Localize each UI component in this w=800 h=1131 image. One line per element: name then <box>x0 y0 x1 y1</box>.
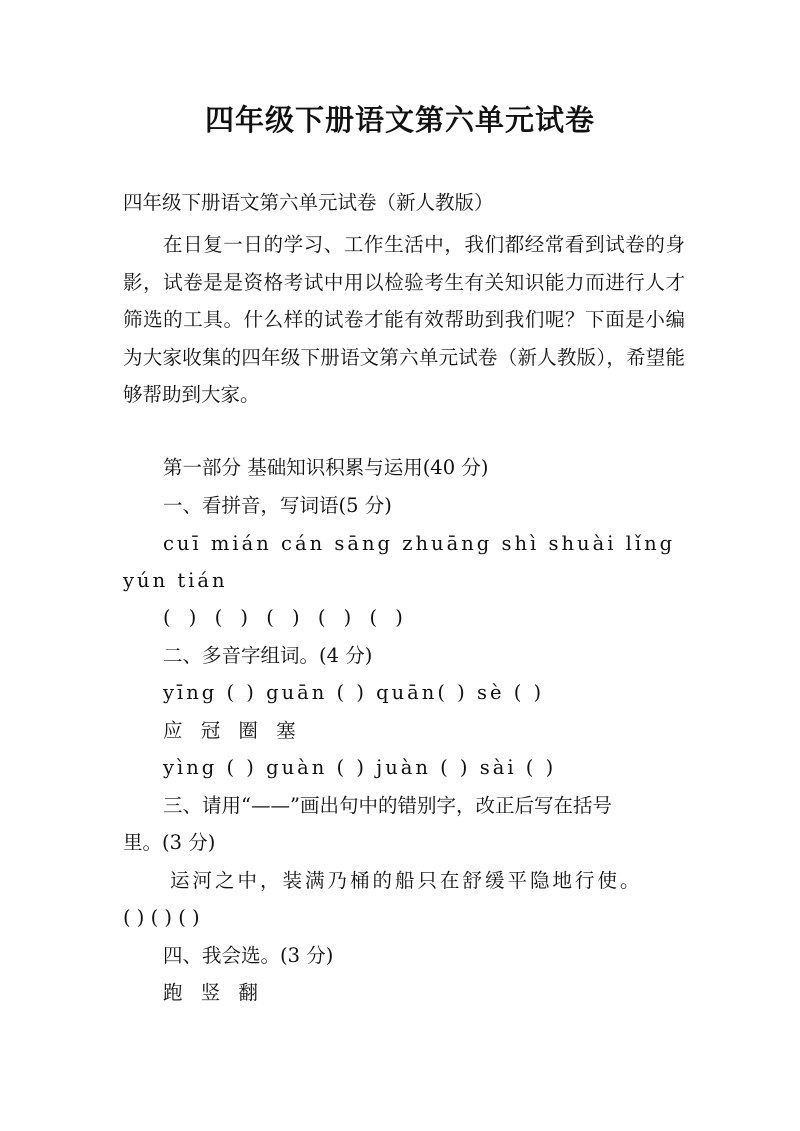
question4-characters: 跑 竖 翻 <box>163 981 264 1004</box>
intro-paragraph: 在日复一日的学习、工作生活中，我们都经常看到试卷的身影，试卷是是资格考试中用以检验考生有关知识能力而进行人才筛选的工具。什么样的试卷才能有效帮助到我们呢？下面是小编为大家收集的四年级下册语文第六单元试卷（新人教版），希望能够帮助到大家。 <box>123 233 685 406</box>
question3-heading-line2: 里。(3 分) <box>123 831 216 854</box>
question1-blanks: ( ) ( ) ( ) ( ) ( ) <box>163 606 409 629</box>
question2-pinyin-row2: yìng ( ) guàn ( ) juàn ( ) sài ( ) <box>163 756 557 779</box>
document-subtitle: 四年级下册语文第六单元试卷（新人教版） <box>123 191 494 214</box>
question2-characters: 应 冠 圈 塞 <box>163 719 302 742</box>
part1-heading: 第一部分 基础知识积累与运用(40 分) <box>163 456 489 479</box>
question2-pinyin-row1: yīng ( ) guān ( ) quān( ) sè ( ) <box>163 681 545 704</box>
question1-pinyin-line1: cuī mián cán sāng zhuāng shì shuài lǐng <box>163 532 676 555</box>
question3-sentence: 运河之中，装满乃桶的船只在舒缓平隐地行使。 <box>170 869 643 892</box>
question2-heading: 二、多音字组词。(4 分) <box>163 644 373 667</box>
question1-heading: 一、看拼音，写词语(5 分) <box>163 494 392 517</box>
question3-blanks: ( ) ( ) ( ) <box>123 906 200 929</box>
question4-heading: 四、我会选。(3 分) <box>163 944 334 967</box>
question1-pinyin-line2: yún tián <box>123 569 228 592</box>
page-title: 四年级下册语文第六单元试卷 <box>204 103 595 137</box>
question3-heading-line1: 三、请用“——”画出句中的错别字，改正后写在括号 <box>163 794 612 817</box>
